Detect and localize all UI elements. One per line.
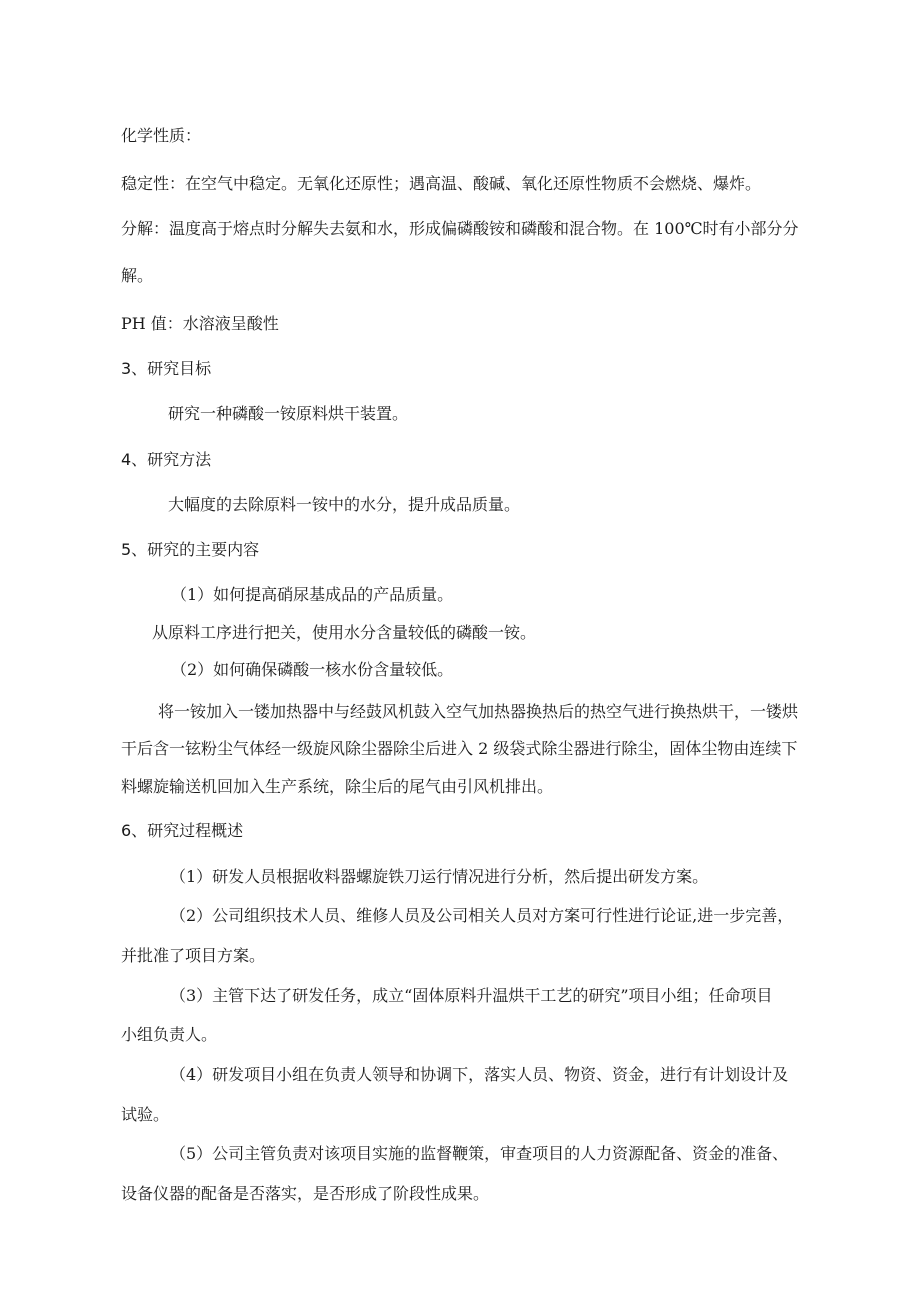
section3-heading: 3、研究目标 [121, 359, 212, 378]
section6-paragraph3-line2: 小组负责人。 [121, 1025, 218, 1044]
section5-item2-detail-line3: 料螺旋输送机回加入生产系统，除尘后的尾气由引风机排出。 [121, 777, 554, 796]
stability-text: 稳定性：在空气中稳定。无氧化还原性；遇高温、酸碱、氧化还原性物质不会燃烧、爆炸。 [121, 174, 762, 193]
ph-text: PH 值：水溶液呈酸性 [121, 314, 279, 333]
section5-item1: （1）如何提高硝尿基成品的产品质量。 [171, 585, 454, 604]
section6-paragraph1: （1）研发人员根据收料器螺旋铁刀运行情况进行分析，然后提出研发方案。 [170, 867, 709, 886]
section5-heading: 5、研究的主要内容 [121, 540, 260, 559]
section5-item2-detail-line2: 干后含一铉粉尘气体经一级旋风除尘器除尘后进入 2 级袋式除尘器进行除尘，固体尘物由连续下 [121, 739, 798, 758]
section5-item2: （2）如何确保磷酸一核水份含量较低。 [171, 660, 454, 679]
chemical-properties-heading: 化学性质： [121, 126, 202, 145]
section6-paragraph3-line1: （3）主管下达了研发任务，成立“固体原料升温烘干工艺的研究”项目小组；任命项目 [170, 986, 773, 1005]
section4-body: 大幅度的去除原料一铵中的水分，提升成品质量。 [168, 495, 521, 514]
section6-paragraph4-line2: 试验。 [121, 1105, 170, 1124]
section3-body: 研究一种磷酸一铵原料烘干装置。 [168, 404, 409, 423]
section6-paragraph5-line2: 设备仪器的配备是否落实，是否形成了阶段性成果。 [121, 1184, 490, 1203]
section6-paragraph2-line2: 并批准了项目方案。 [121, 946, 266, 965]
section6-heading: 6、研究过程概述 [121, 821, 244, 840]
decomposition-text-line1: 分解：温度高于熔点时分解失去氨和水，形成偏磷酸铵和磷酸和混合物。在 100℃时有小部分分 [121, 219, 799, 238]
section5-item1-detail: 从原料工序进行把关，使用水分含量较低的磷酸一铵。 [152, 623, 537, 642]
decomposition-text-line2: 解。 [121, 266, 154, 285]
section6-paragraph5-line1: （5）公司主管负责对该项目实施的监督鞭策，审查项目的人力资源配备、资金的准备、 [170, 1144, 789, 1163]
section5-item2-detail-line1: 将一铵加入一镂加热器中与经鼓风机鼓入空气加热器换热后的热空气进行换热烘干，一镂烘 [158, 702, 799, 721]
section4-heading: 4、研究方法 [121, 450, 212, 469]
section6-paragraph4-line1: （4）研发项目小组在负责人领导和协调下，落实人员、物资、资金，进行有计划设计及 [170, 1065, 789, 1084]
section6-paragraph2-line1: （2）公司组织技术人员、维修人员及公司相关人员对方案可行性进行论证,进一步完善， [170, 906, 794, 925]
